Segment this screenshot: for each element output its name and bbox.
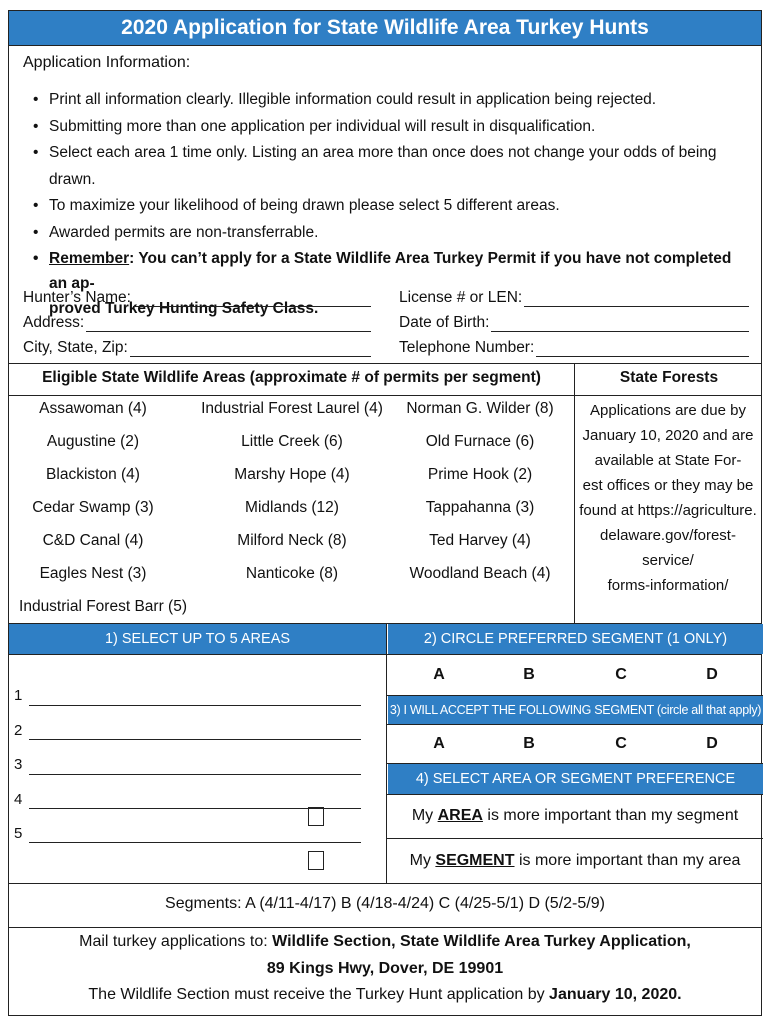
area-number: 3 bbox=[14, 756, 23, 773]
area-item: Milford Neck (8) bbox=[237, 532, 347, 549]
pref-pre: My bbox=[411, 807, 438, 824]
divider bbox=[9, 927, 761, 928]
bullet-item: • Print all information clearly. Illegible information could result in application being rejected. bbox=[33, 87, 743, 114]
area-number: 5 bbox=[14, 825, 23, 842]
divider bbox=[9, 654, 761, 655]
phone-label: Telephone Number: bbox=[399, 339, 535, 356]
license-line[interactable] bbox=[524, 289, 749, 307]
area-item: Norman G. Wilder (8) bbox=[406, 400, 554, 417]
area-item: Augustine (2) bbox=[46, 433, 140, 450]
forests-heading: State Forests bbox=[619, 369, 719, 386]
city-state-zip-line[interactable] bbox=[130, 339, 371, 357]
city-state-zip-field[interactable] bbox=[23, 335, 371, 357]
pref-post: is more important than my area bbox=[514, 852, 741, 869]
preferred-segment-option[interactable]: D bbox=[706, 666, 718, 683]
mail-address-bold: Wildlife Section, State Wildlife Area Turkey Application, bbox=[272, 933, 691, 950]
divider bbox=[386, 623, 387, 883]
forests-line: Applications are due by bbox=[590, 402, 746, 419]
address-field[interactable] bbox=[23, 310, 371, 332]
area-item: Nanticoke (8) bbox=[245, 565, 339, 582]
phone-field[interactable] bbox=[399, 335, 749, 357]
city-state-zip-label: City, State, Zip: bbox=[23, 339, 128, 356]
mail-line-3 bbox=[9, 986, 761, 1004]
address-line[interactable] bbox=[86, 314, 371, 332]
bullet-item: • To maximize your likelihood of being drawn please select 5 different areas. bbox=[33, 193, 743, 220]
bullet-item: • Select each area 1 time only. Listing an area more than once does not change your odds of being drawn. bbox=[33, 140, 743, 193]
area-number: 2 bbox=[14, 722, 23, 739]
area-item: Little Creek (6) bbox=[241, 433, 343, 450]
forests-line: January 10, 2020 and are bbox=[582, 427, 754, 444]
accepted-segment-option[interactable]: B bbox=[523, 735, 535, 752]
forests-line: available at State For- bbox=[594, 452, 742, 469]
info-heading: Application Information: bbox=[23, 54, 191, 71]
application-form bbox=[8, 10, 762, 1016]
section-4-header: 4) SELECT AREA OR SEGMENT PREFERENCE bbox=[388, 764, 763, 794]
divider bbox=[9, 395, 761, 396]
dob-field[interactable] bbox=[399, 310, 749, 332]
area-item: C&D Canal (4) bbox=[42, 532, 144, 549]
area-item: Eagles Nest (3) bbox=[39, 565, 147, 582]
pref-key: SEGMENT bbox=[435, 852, 515, 869]
mail-deadline: January 10, 2020. bbox=[549, 986, 682, 1003]
area-item: Woodland Beach (4) bbox=[409, 565, 551, 582]
mail-line-1 bbox=[9, 933, 761, 951]
area-item: Industrial Forest Laurel (4) bbox=[201, 400, 383, 417]
address-label: Address: bbox=[23, 314, 85, 331]
preferred-segment-option[interactable]: A bbox=[433, 666, 445, 683]
area-item: Ted Harvey (4) bbox=[429, 532, 531, 549]
phone-line[interactable] bbox=[536, 339, 749, 357]
area-number: 1 bbox=[14, 687, 23, 704]
segments-dates: Segments: A (4/11-4/17) B (4/18-4/24) C (4/25-5/1) D (5/2-5/9) bbox=[165, 895, 605, 912]
accepted-segment-option[interactable]: C bbox=[615, 735, 627, 752]
dob-label: Date of Birth: bbox=[399, 314, 490, 331]
area-item: Marshy Hope (4) bbox=[234, 466, 350, 483]
forests-info bbox=[575, 398, 761, 598]
mail-pre: Mail turkey applications to: bbox=[79, 933, 273, 950]
pref-post: is more important than my segment bbox=[482, 807, 739, 824]
divider bbox=[9, 363, 761, 364]
segment-preference-option[interactable] bbox=[387, 852, 763, 870]
remember-text-2: proved Turkey Hunting Safety Class. bbox=[49, 300, 319, 317]
area-item: Midlands (12) bbox=[245, 499, 339, 516]
area-number: 4 bbox=[14, 791, 23, 808]
area-item: Industrial Forest Barr (5) bbox=[19, 598, 187, 615]
divider bbox=[387, 838, 763, 839]
mail-deadline-pre: The Wildlife Section must receive the Turkey Hunt application by bbox=[88, 986, 550, 1003]
hunter-name-label: Hunter’s Name: bbox=[23, 289, 131, 306]
divider bbox=[387, 794, 763, 795]
areas-heading: Eligible State Wildlife Areas (approximate # of permits per segment) bbox=[42, 369, 541, 386]
section-2-header: 2) CIRCLE PREFERRED SEGMENT (1 ONLY) bbox=[388, 624, 763, 654]
pref-key: AREA bbox=[437, 807, 483, 824]
area-item: Old Furnace (6) bbox=[425, 433, 535, 450]
dob-line[interactable] bbox=[491, 314, 749, 332]
area-item: Cedar Swamp (3) bbox=[32, 499, 154, 516]
area-preference-checkbox[interactable] bbox=[308, 807, 324, 826]
license-field[interactable] bbox=[399, 285, 749, 307]
pref-pre: My bbox=[409, 852, 436, 869]
accepted-segment-option[interactable]: A bbox=[433, 735, 445, 752]
divider bbox=[387, 724, 763, 725]
area-line-5[interactable] bbox=[29, 842, 361, 843]
license-label: License # or LEN: bbox=[399, 289, 523, 306]
accepted-segment-option[interactable]: D bbox=[706, 735, 718, 752]
forests-line: found at https://agriculture. bbox=[579, 502, 757, 519]
bullet-item: • Awarded permits are non-transferrable. bbox=[33, 220, 743, 247]
area-item: Prime Hook (2) bbox=[427, 466, 533, 483]
forests-line: est offices or they may be bbox=[582, 477, 754, 494]
hunter-name-field[interactable] bbox=[23, 285, 371, 307]
bullet-item: • Submitting more than one application per individual will result in disqualification. bbox=[33, 114, 743, 141]
area-item: Blackiston (4) bbox=[46, 466, 140, 483]
preferred-segment-option[interactable]: C bbox=[615, 666, 627, 683]
area-preference-option[interactable] bbox=[387, 807, 763, 825]
forests-line: forms-information/ bbox=[607, 577, 729, 594]
divider bbox=[9, 883, 761, 884]
remember-label: Remember bbox=[49, 250, 130, 267]
area-item: Tappahanna (3) bbox=[425, 499, 535, 516]
area-item: Assawoman (4) bbox=[39, 400, 147, 417]
hunter-name-line[interactable] bbox=[133, 289, 371, 307]
area-line-2[interactable] bbox=[29, 739, 361, 740]
forests-line: delaware.gov/forest-service/ bbox=[600, 527, 736, 569]
segment-preference-checkbox[interactable] bbox=[308, 851, 324, 870]
area-line-1[interactable] bbox=[29, 705, 361, 706]
mail-line-2: 89 Kings Hwy, Dover, DE 19901 bbox=[266, 960, 504, 977]
section-3-header: 3) I WILL ACCEPT THE FOLLOWING SEGMENT (circle all that apply) bbox=[388, 696, 763, 724]
area-line-3[interactable] bbox=[29, 774, 361, 775]
preferred-segment-option[interactable]: B bbox=[523, 666, 535, 683]
form-title: 2020 Application for State Wildlife Area Turkey Hunts bbox=[9, 11, 761, 46]
section-1-header: 1) SELECT UP TO 5 AREAS bbox=[9, 624, 386, 654]
remember-text: : You can’t apply for a State Wildlife Area Turkey Permit if you have not completed an ap- bbox=[49, 250, 732, 292]
